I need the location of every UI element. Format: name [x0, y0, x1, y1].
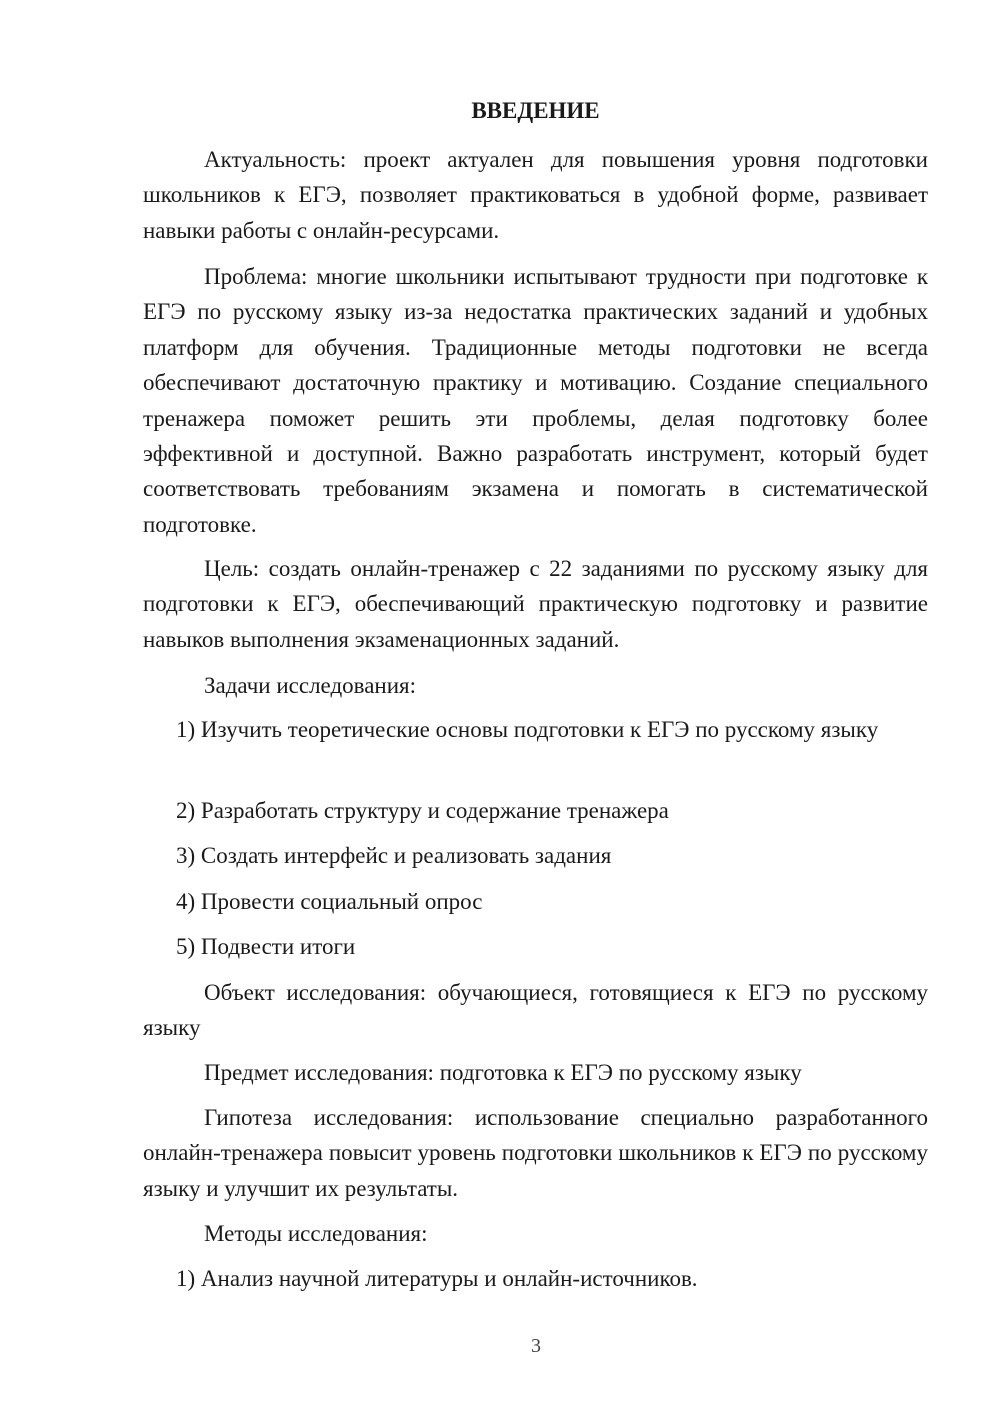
- task-item-4: 4) Провести социальный опрос: [176, 889, 483, 914]
- object-paragraph: Объект исследования: обучающиеся, готовящиеся к ЕГЭ по русскому языку: [143, 980, 928, 1041]
- method-item-1: 1) Анализ научной литературы и онлайн-источников.: [176, 1266, 698, 1291]
- subject-paragraph: Предмет исследования: подготовка к ЕГЭ по русскому языку: [204, 1060, 802, 1085]
- page-number: 3: [531, 1335, 541, 1357]
- task-item-1: 1) Изучить теоретические основы подготовки к ЕГЭ по русскому языку: [176, 717, 879, 742]
- task-item-5: 5) Подвести итоги: [176, 934, 356, 959]
- task-item-2: 2) Разработать структуру и содержание тренажера: [176, 798, 669, 823]
- goal-paragraph: Цель: создать онлайн-тренажер с 22 заданиями по русскому языку для подготовки к ЕГЭ, обеспечивающий практическую подготовку и развитие навыков выполнения экзаменационных заданий.: [143, 556, 928, 652]
- tasks-title: Задачи исследования:: [204, 673, 417, 698]
- relevance-paragraph: Актуальность: проект актуален для повышения уровня подготовки школьников к ЕГЭ, позволяет практиковаться в удобной форме, развивает навыки работы с онлайн-ресурсами.: [143, 147, 928, 243]
- methods-title: Методы исследования:: [204, 1221, 428, 1246]
- hypothesis-paragraph: Гипотеза исследования: использование специально разработанного онлайн-тренажера повысит уровень подготовки школьников к ЕГЭ по русскому языку и улучшит их результаты.: [143, 1105, 928, 1201]
- section-heading: ВВЕДЕНИЕ: [471, 98, 600, 123]
- task-item-3: 3) Создать интерфейс и реализовать задания: [176, 843, 612, 868]
- problem-paragraph: Проблема: многие школьники испытывают трудности при подготовке к ЕГЭ по русскому языку из-за недостатка практических заданий и удобных платформ для обучения. Традиционные методы подготовки не всегда обеспечивают достаточную практику и мотивацию. Создание специального тренажера поможет решить эти проблемы, делая подготовку более эффективной и доступной. Важно разработать инструмент, который будет соответствовать требованиям экзамена и помогать в систематической подготовке.: [143, 264, 928, 537]
